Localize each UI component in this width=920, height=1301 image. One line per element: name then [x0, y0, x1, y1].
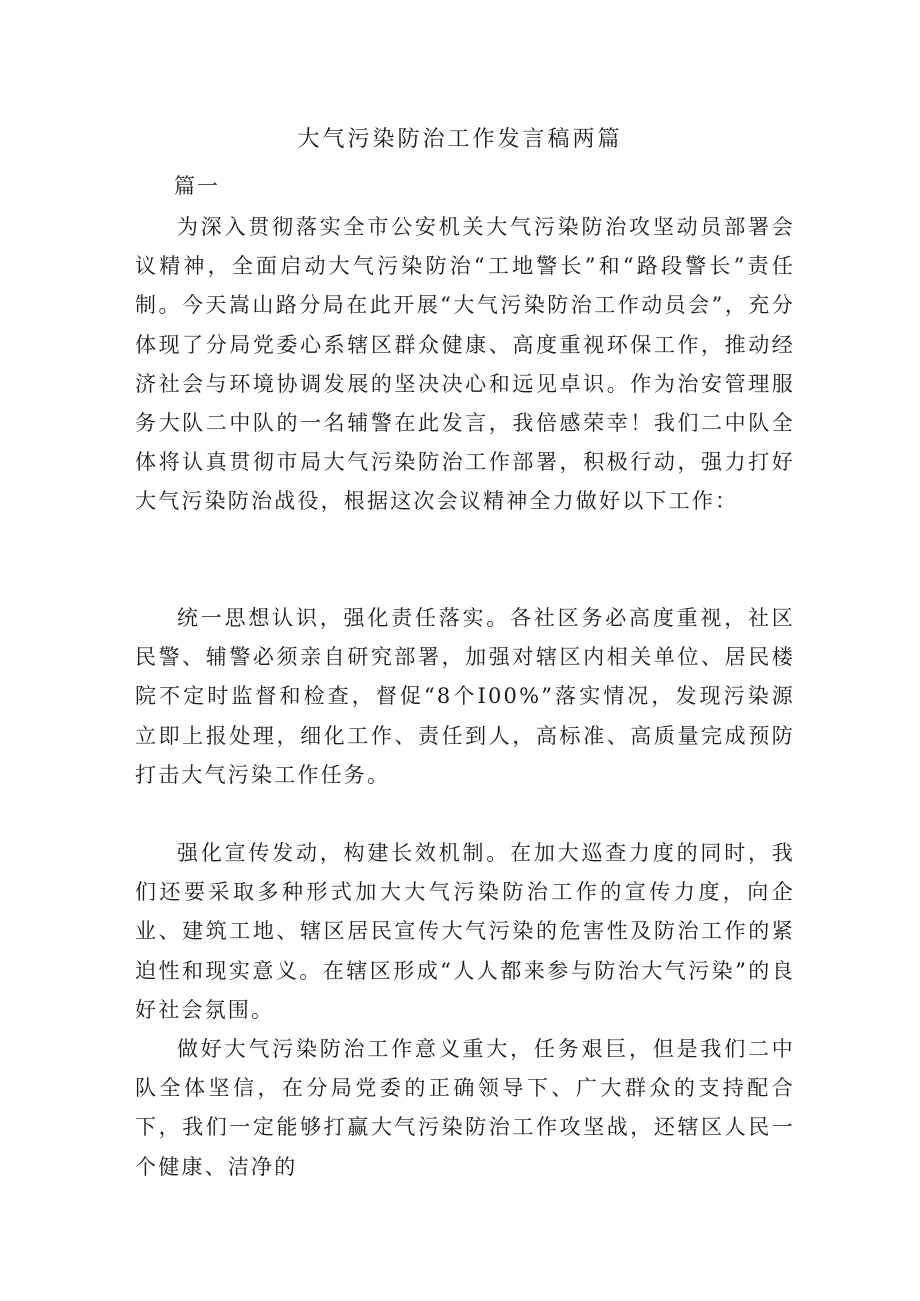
section-label: 篇一	[174, 174, 220, 198]
paragraph-3: 强化宣传发动，构建长效机制。在加大巡查力度的同时，我们还要采取多种形式加大大气污染防治工作的宣传力度，向企业、建筑工地、辖区居民宣传大气污染的危害性及防治工作的紧迫性和现实意义。在辖区形成“人人都来参与防治大气污染”的良好社会氛围。	[135, 841, 795, 1022]
paragraph-1: 为深入贯彻落实全市公安机关大气污染防治攻坚动员部署会议精神，全面启动大气污染防治“工地警长”和“路段警长”责任制。今天嵩山路分局在此开展“大气污染防治工作动员会”，充分体现了分局党委心系辖区群众健康、高度重视环保工作，推动经济社会与环境协调发展的坚决决心和远见卓识。作为治安管理服务大队二中队的一名辅警在此发言，我倍感荣幸！我们二中队全体将认真贯彻市局大气污染防治工作部署，积极行动，强力打好大气污染防治战役，根据这次会议精神全力做好以下工作：	[135, 215, 795, 514]
document-title: 大气污染防治工作发言稿两篇	[297, 127, 623, 152]
paragraph-4: 做好大气污染防治工作意义重大，任务艰巨，但是我们二中队全体坚信，在分局党委的正确领导下、广大群众的支持配合下，我们一定能够打赢大气污染防治工作攻坚战，还辖区人民一个健康、洁净的	[135, 1037, 795, 1179]
paragraph-2: 统一思想认识，强化责任落实。各社区务必高度重视，社区民警、辅警必须亲自研究部署，加强对辖区内相关单位、居民楼院不定时监督和检查，督促“8个I00%”落实情况，发现污染源立即上报处理，细化工作、责任到人，高标准、高质量完成预防打击大气污染工作任务。	[135, 606, 795, 787]
